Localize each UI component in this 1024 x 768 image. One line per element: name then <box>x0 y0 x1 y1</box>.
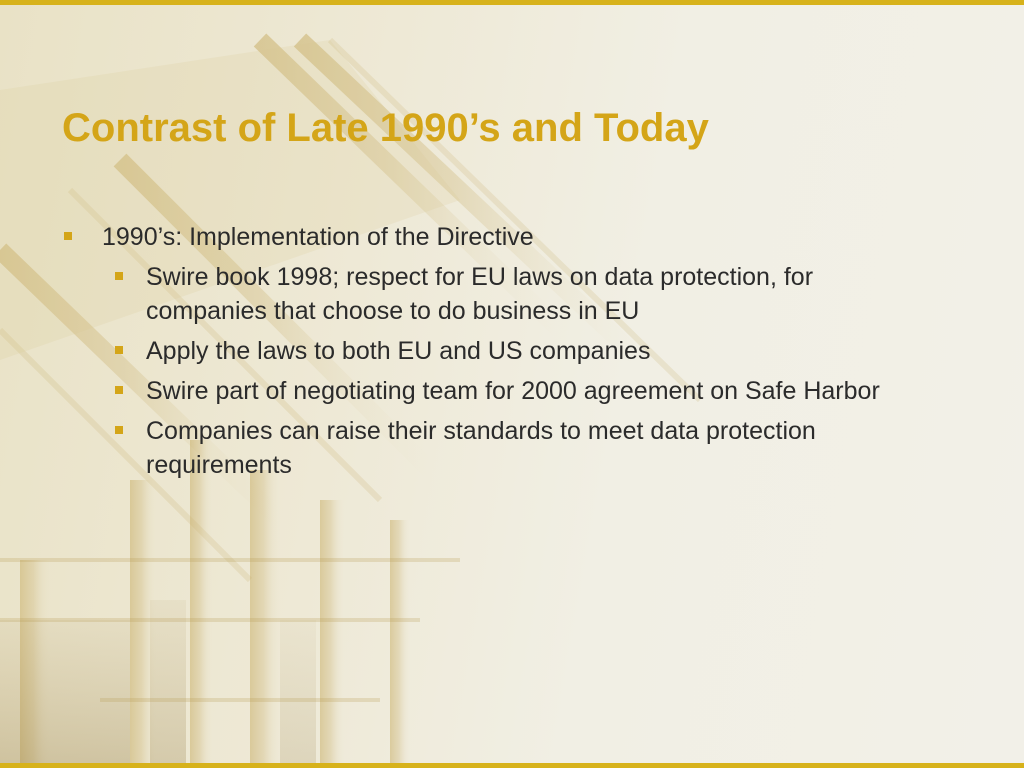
list-item-text: Swire book 1998; respect for EU laws on data protection, for companies that choose to do business in EU <box>146 263 814 325</box>
slide-title: Contrast of Late 1990’s and Today <box>62 106 709 150</box>
list-item <box>62 374 942 408</box>
square-bullet-icon <box>115 272 123 280</box>
list-item-text: 1990’s: Implementation of the Directive <box>102 223 534 251</box>
square-bullet-icon <box>64 232 72 240</box>
list-item <box>62 414 942 482</box>
square-bullet-icon <box>115 386 123 394</box>
bullet-list <box>62 220 942 488</box>
square-bullet-icon <box>115 346 123 354</box>
list-item <box>62 260 942 328</box>
list-item <box>62 220 942 254</box>
list-item-text: Swire part of negotiating team for 2000 agreement on Safe Harbor <box>146 377 880 405</box>
list-item-text: Apply the laws to both EU and US companies <box>146 337 651 365</box>
bottom-accent-bar <box>0 763 1024 768</box>
list-item-text: Companies can raise their standards to meet data protection requirements <box>146 417 816 479</box>
square-bullet-icon <box>115 426 123 434</box>
list-item <box>62 334 942 368</box>
